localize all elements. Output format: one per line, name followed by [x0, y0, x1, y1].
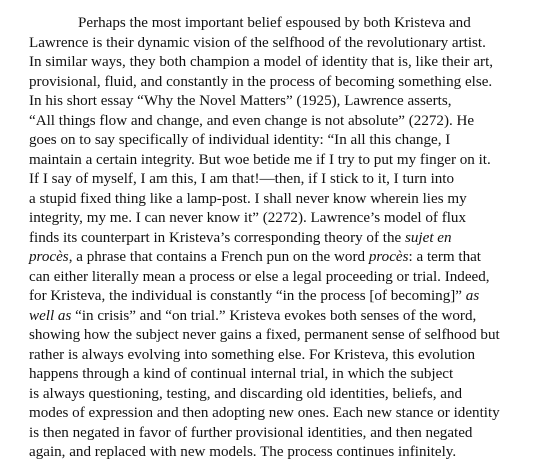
italic-run: sujet en: [405, 229, 452, 246]
text-run: can either literally mean a process or else a legal proceeding or trial. Indeed,: [29, 268, 490, 285]
text-line: [29, 307, 529, 327]
text-run: again, and replaced with new models. The process continues infinitely.: [29, 444, 457, 460]
text-line: [29, 34, 529, 54]
text-run: is always questioning, testing, and discarding old identities, beliefs, and: [29, 385, 463, 402]
text-run: modes of expression and then adopting new ones. Each new stance or identity: [29, 405, 500, 421]
text-run: happens through a kind of continual internal trial, in which the subject: [29, 366, 454, 382]
text-line: [29, 287, 529, 307]
text-run: goes on to say specifically of individual identity: “In all this change, I: [29, 132, 451, 148]
text-line: [29, 92, 529, 112]
text-line: [29, 14, 529, 34]
text-run: Lawrence is their dynamic vision of the selfhood of the revolutionary artist.: [29, 34, 486, 51]
text-run: : a term that: [408, 249, 482, 265]
text-run: is then negated in favor of further provisional identities, and then negated: [29, 424, 473, 441]
text-line: [29, 443, 529, 463]
text-line: [29, 170, 529, 190]
text-line: [29, 365, 529, 385]
italic-run: as: [465, 288, 480, 304]
text-run: rather is always evolving into something else. For Kristeva, this evolution: [29, 346, 476, 363]
text-run: integrity, my me. I can never know it” (2272). Lawrence’s model of flux: [29, 210, 467, 226]
body-paragraph: [29, 14, 529, 463]
text-run: If I say of myself, I am this, I am that!—then, if I stick to it, I turn into: [29, 171, 455, 187]
text-line: [29, 404, 529, 424]
text-line: [29, 385, 529, 405]
italic-run: procès: [368, 249, 409, 265]
text-run: finds its counterpart in Kristeva’s corresponding theory of the: [29, 229, 405, 246]
text-run: maintain a certain integrity. But woe betide me if I try to put my finger on it.: [29, 151, 491, 168]
text-line: [29, 53, 529, 73]
text-run: a stupid fixed thing like a lamp-post. I shall never know wherein lies my: [29, 190, 467, 207]
text-line: [29, 209, 529, 229]
text-line: [29, 248, 529, 268]
text-line: [29, 326, 529, 346]
text-line: [29, 73, 529, 93]
italic-run: procès: [29, 249, 69, 265]
text-line: [29, 112, 529, 132]
text-line: [29, 268, 529, 288]
text-line: [29, 131, 529, 151]
text-run: provisional, fluid, and constantly in the process of becoming something else.: [29, 73, 493, 90]
text-line: [29, 229, 529, 249]
text-run: “in crisis” and “on trial.” Kristeva evokes both senses of the word,: [71, 307, 477, 324]
italic-run: well as: [29, 307, 72, 324]
text-run: Perhaps the most important belief espoused by both Kristeva and: [78, 15, 471, 31]
text-run: In his short essay “Why the Novel Matters” (1925), Lawrence asserts,: [29, 93, 452, 109]
text-line: [29, 424, 529, 444]
text-line: [29, 346, 529, 366]
text-line: [29, 190, 529, 210]
text-run: “All things flow and change, and even change is not absolute” (2272). He: [29, 112, 475, 129]
text-line: [29, 151, 529, 171]
text-run: showing how the subject never gains a fixed, permanent sense of selfhood but: [29, 327, 500, 343]
text-run: , a phrase that contains a French pun on the word: [68, 249, 369, 265]
text-run: for Kristeva, the individual is constantly “in the process [of becoming]”: [29, 288, 466, 304]
text-run: In similar ways, they both champion a model of identity that is, like their art,: [29, 54, 494, 70]
